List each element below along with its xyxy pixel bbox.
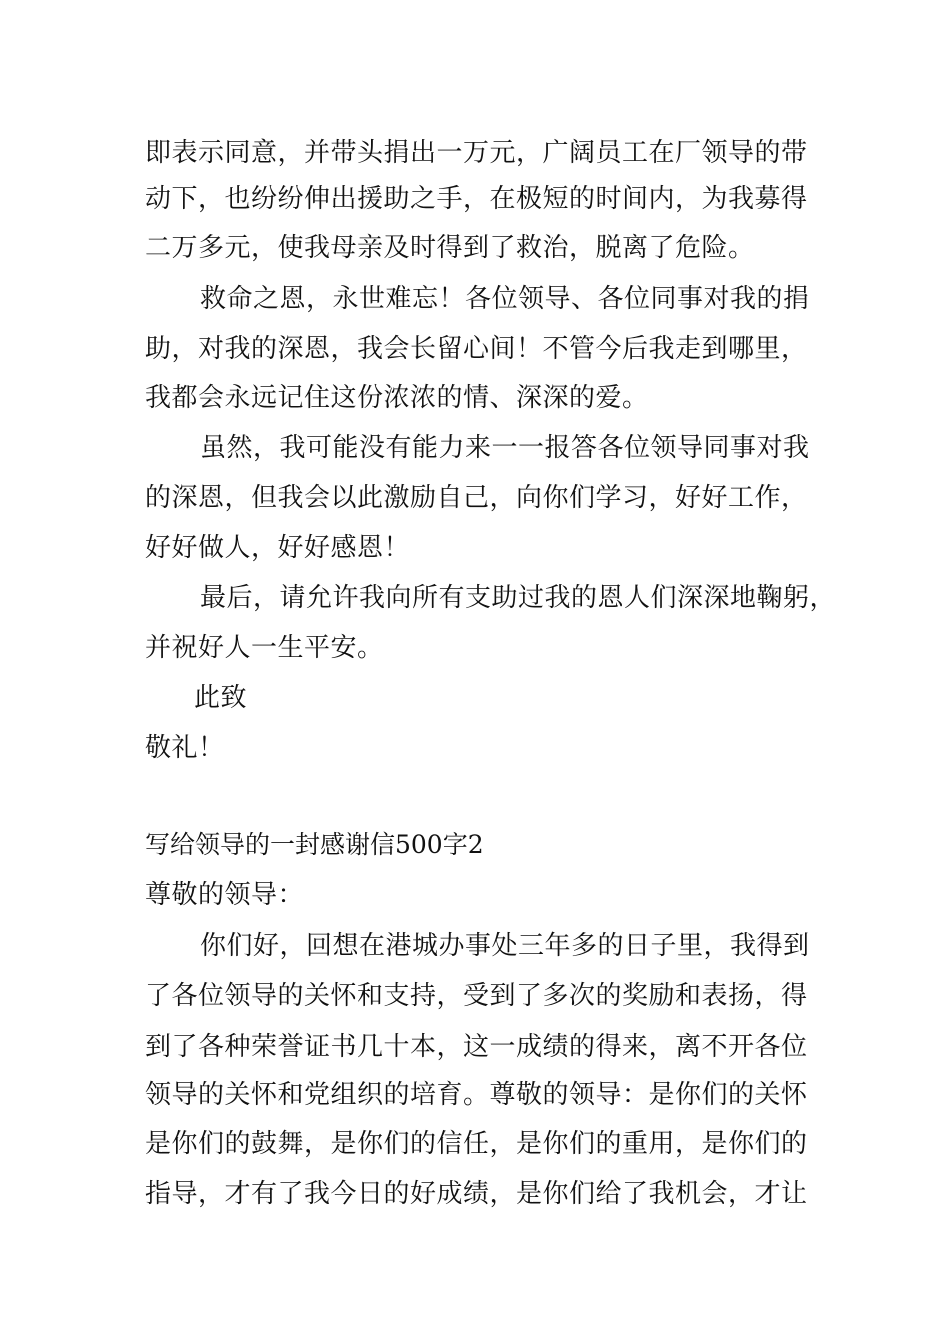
letter-title: 写给领导的一封感谢信500字2	[145, 830, 484, 859]
paragraph-line: 即表示同意，并带头捐出一万元，广阔员工在厂领导的带	[145, 138, 808, 168]
paragraph-line: 到了各种荣誉证书几十本，这一成绩的得来，离不开各位	[145, 1032, 808, 1062]
salutation: 尊敬的领导：	[145, 880, 305, 910]
paragraph-line: 你们好，回想在港城办事处三年多的日子里，我得到	[200, 931, 810, 961]
paragraph-line: 指导，才有了我今日的好成绩，是你们给了我机会，才让	[145, 1179, 808, 1209]
paragraph-line: 救命之恩，永世难忘！各位领导、各位同事对我的捐	[200, 284, 810, 314]
paragraph-line: 我都会永远记住这份浓浓的情、深深的爱。	[145, 383, 649, 413]
paragraph-line: 并祝好人一生平安。	[145, 633, 384, 663]
paragraph-line: 了各位领导的关怀和支持，受到了多次的奖励和表扬，得	[145, 981, 808, 1011]
closing-line: 此致	[194, 683, 248, 713]
paragraph-line: 虽然，我可能没有能力来一一报答各位领导同事对我	[200, 433, 810, 463]
closing-line: 敬礼！	[145, 733, 225, 763]
paragraph-line: 二万多元，使我母亲及时得到了救治，脱离了危险。	[145, 233, 755, 263]
paragraph-line: 最后，请允许我向所有支助过我的恩人们深深地鞠躬，	[200, 583, 837, 613]
paragraph-line: 是你们的鼓舞，是你们的信任，是你们的重用，是你们的	[145, 1129, 808, 1159]
paragraph-line: 领导的关怀和党组织的培育。尊敬的领导：是你们的关怀	[145, 1080, 808, 1110]
paragraph-line: 好好做人，好好感恩！	[145, 533, 411, 563]
paragraph-line: 的深恩，但我会以此激励自己，向你们学习，好好工作，	[145, 483, 808, 513]
paragraph-line: 助，对我的深恩，我会长留心间！不管今后我走到哪里，	[145, 334, 808, 364]
paragraph-line: 动下，也纷纷伸出援助之手，在极短的时间内，为我募得	[145, 184, 808, 214]
